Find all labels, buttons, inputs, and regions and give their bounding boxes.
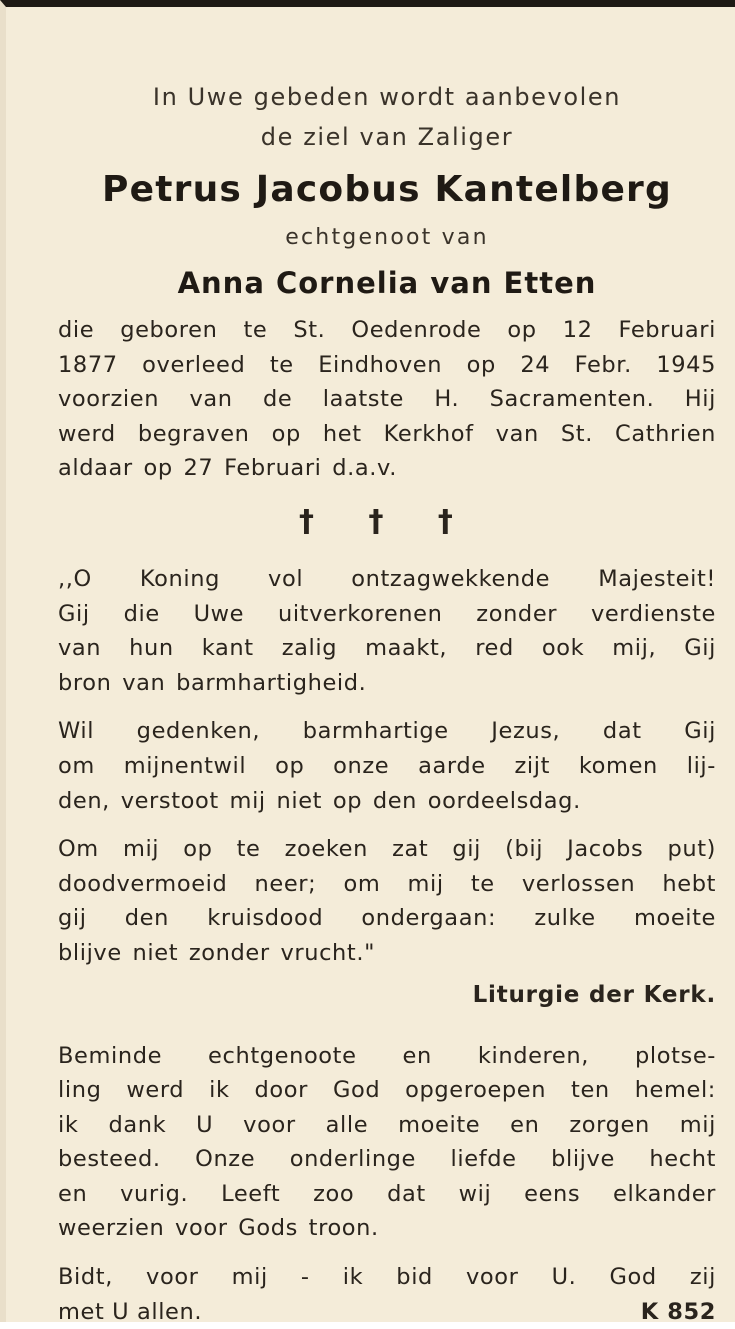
closing-line: Bidt, voor mij - ik bid voor U. God zij <box>58 1264 716 1291</box>
card-content <box>58 69 716 1329</box>
farewell-line: ik dank U voor alle moeite en zorgen mij <box>58 1111 716 1138</box>
printer-reference: K 852 <box>640 1298 716 1325</box>
prayer-line: doodvermoeid neer; om mij te verlossen hebt <box>58 870 716 897</box>
prayer-line: Gij die Uwe uitverkorenen zonder verdienste <box>58 600 716 627</box>
prayer-line: ,,O Koning vol ontzagwekkende Majesteit! <box>58 565 716 592</box>
closing-final-row <box>58 1295 716 1329</box>
prayer-line: den, verstoot mij niet op den oordeelsdag. <box>58 787 581 814</box>
prayer-source: Liturgie der Kerk. <box>472 981 716 1008</box>
farewell-line: weerzien voor Gods troon. <box>58 1215 379 1242</box>
prayer-line: Wil gedenken, barmhartige Jezus, dat Gij <box>58 718 716 745</box>
closing-line: met U allen. <box>58 1298 203 1325</box>
bio-line: die geboren te St. Oedenrode op 12 Februari <box>58 317 716 343</box>
farewell-line: en vurig. Leeft zoo dat wij eens elkander <box>58 1180 716 1207</box>
prayer-line: Om mij op te zoeken zat gij (bij Jacobs put) <box>58 836 716 863</box>
prayer-line: blijve niet zonder vrucht." <box>58 939 376 966</box>
farewell-line: Beminde echtgenoote en kinderen, plotse- <box>58 1042 716 1069</box>
farewell-line: ling werd ik door God opgeroepen ten hemel: <box>58 1077 716 1104</box>
intro-line-2: de ziel van Zaliger <box>260 123 514 151</box>
prayer-line: bron van barmhartigheid. <box>58 669 367 696</box>
prayer-paragraph-2 <box>58 714 716 818</box>
prayer-line: van hun kant zalig maakt, red ook mij, Gij <box>58 635 716 662</box>
deceased-name: Petrus Jacobus Kantelberg <box>102 169 672 210</box>
bio-line: 1877 overleed te Eindhoven op 24 Febr. 1945 <box>58 351 716 378</box>
prayer-paragraph-1 <box>58 562 716 700</box>
closing-blessing <box>58 1260 716 1329</box>
farewell-line: besteed. Onze onderlinge liefde blijve hecht <box>58 1146 716 1173</box>
crosses-divider: † † † <box>299 503 475 539</box>
spouse-name: Anna Cornelia van Etten <box>177 266 597 300</box>
prayer-line: gij den kruisdood ondergaan: zulke moeite <box>58 905 716 932</box>
farewell-paragraph <box>58 1039 716 1247</box>
bio-line: voorzien van de laatste H. Sacramenten. Hij <box>58 386 716 413</box>
spouse-label: echtgenoot van <box>285 225 489 250</box>
prayer-line: om mijnentwil op onze aarde zijt komen lij- <box>58 752 716 779</box>
intro-line-1: In Uwe gebeden wordt aanbevolen <box>152 83 622 111</box>
prayer-paragraph-3 <box>58 832 716 970</box>
bio-line: werd begraven op het Kerkhof van St. Cathrien <box>58 420 716 447</box>
biography <box>58 313 716 486</box>
bio-line: aldaar op 27 Februari d.a.v. <box>58 455 397 482</box>
